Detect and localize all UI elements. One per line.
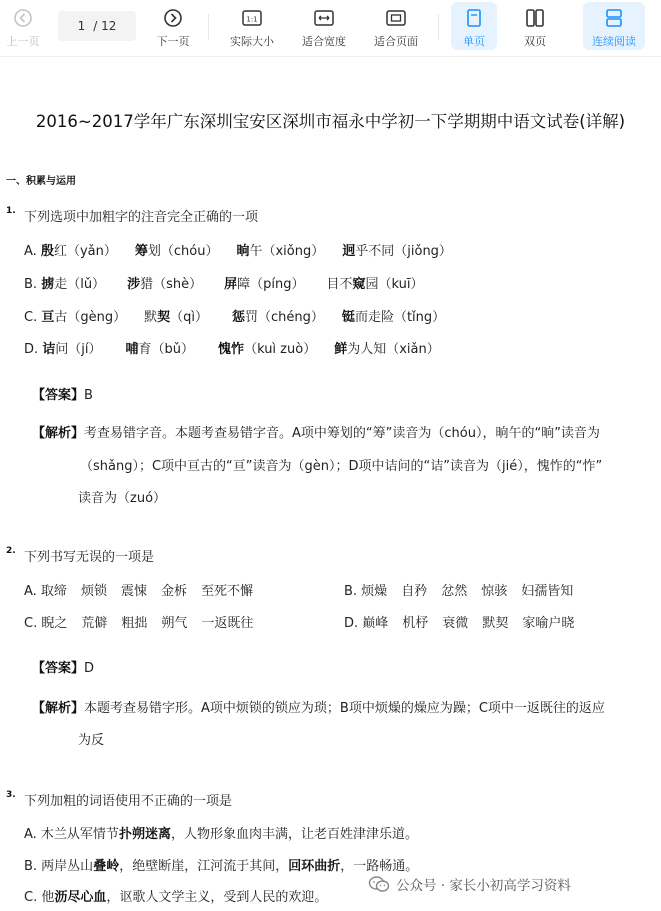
option-c <box>24 886 327 905</box>
option-text: 家喻户晓 <box>522 616 575 631</box>
analysis-text: 为反 <box>78 733 105 748</box>
bold-phrase: 扑朔迷离 <box>118 827 171 842</box>
option-text: 至死不懈 <box>200 584 253 599</box>
question-stem: 下列加粗的词语使用不正确的一项是 <box>24 794 233 809</box>
actual-size-button[interactable] <box>219 2 285 50</box>
option-text: 古（gèng） <box>54 310 127 325</box>
watermark-text: 公众号 · 家长小初高学习资料 <box>396 878 571 894</box>
option-text: 默契 <box>482 616 509 631</box>
analysis-tag: 【解析】 <box>32 701 85 716</box>
option-a <box>24 580 253 599</box>
option-text: 机杼 <box>402 616 429 631</box>
option-text: 震悚 <box>120 584 147 599</box>
question-stem: 下列书写无误的一项是 <box>24 550 155 565</box>
answer-value: B <box>84 388 93 403</box>
option-text: 妇孺皆知 <box>521 584 574 599</box>
option-text: C. 睨之 <box>24 616 68 631</box>
option-text: 朔气 <box>161 616 188 631</box>
svg-text:1:1: 1:1 <box>246 15 258 24</box>
option-text: 罚（chéng） <box>245 310 324 325</box>
option-text: A. 取缔 <box>24 584 67 599</box>
actual-size-icon <box>241 6 263 30</box>
option-text: 为人知（xiǎn） <box>347 342 440 357</box>
question-number: 2. <box>6 546 16 556</box>
option-text: 划（chóu） <box>147 244 219 259</box>
bold-phrase: 回环曲折 <box>288 859 341 874</box>
option-text: 红（yǎn） <box>53 244 117 259</box>
analysis-line <box>32 422 600 441</box>
option-text: ，讴歌人文学主义，受到人民的欢迎。 <box>106 890 328 905</box>
option-text: C. 他 <box>24 890 55 905</box>
option-a <box>24 240 452 259</box>
option-text: 障（píng） <box>237 277 305 292</box>
option-text: ，一路畅通。 <box>340 859 419 874</box>
analysis-tag: 【解析】 <box>32 426 85 441</box>
option-text: 自矜 <box>401 584 428 599</box>
option-text: 园（kuī） <box>365 277 424 292</box>
option-text: 默 <box>144 310 158 325</box>
continuous-reading-label: 连续阅读 <box>592 35 636 48</box>
option-text: 粗拙 <box>121 616 148 631</box>
document-title: 2016~2017学年广东深圳宝安区深圳市福永中学初一下学期期中语文试卷(详解) <box>35 112 626 131</box>
chevron-left-circle-icon <box>13 6 33 30</box>
page-current[interactable]: 1 <box>77 19 86 33</box>
double-page-button[interactable] <box>502 2 568 50</box>
option-c <box>24 306 445 325</box>
option-text: D. 巅峰 <box>344 616 389 631</box>
bold-char: 亘 <box>41 310 55 325</box>
option-text: 金柝 <box>160 584 187 599</box>
option-text: （kuì zuò） <box>244 342 317 357</box>
answer-tag: 【答案】 <box>32 388 85 403</box>
watermark <box>368 874 571 894</box>
bold-char: 契 <box>157 310 171 325</box>
fit-page-label: 适合页面 <box>374 35 418 48</box>
option-text: 惊骇 <box>481 584 508 599</box>
option-text: ，人物形象血肉丰满，让老百姓津津乐道。 <box>170 827 418 842</box>
option-b <box>344 580 573 599</box>
bold-char: 哺 <box>125 342 139 357</box>
option-label: D. <box>24 342 43 357</box>
wechat-icon <box>368 875 390 893</box>
actual-size-label: 实际大小 <box>230 35 274 48</box>
question-number: 3. <box>6 790 16 800</box>
prev-page-button[interactable] <box>0 2 56 50</box>
option-text: 烦锁 <box>80 584 107 599</box>
bold-phrase: 沥尽心血 <box>54 890 107 905</box>
bold-char: 筹 <box>134 244 148 259</box>
double-page-icon <box>524 6 546 30</box>
fit-width-button[interactable] <box>291 2 357 50</box>
bold-char: 窥 <box>352 277 366 292</box>
option-d <box>344 612 574 631</box>
analysis-text: 本题考查易错字形。A项中烦锁的锁应为琐；B项中烦燥的燥应为躁；C项中一返既往的返应 <box>84 701 605 716</box>
option-label: A. <box>24 244 41 259</box>
option-text: 问（jí） <box>55 342 102 357</box>
viewer-toolbar <box>0 0 661 57</box>
single-page-label: 单页 <box>463 35 485 48</box>
answer-tag: 【答案】 <box>32 661 85 676</box>
double-page-label: 双页 <box>524 35 546 48</box>
next-page-label: 下一页 <box>156 35 190 48</box>
option-text: 一返既往 <box>201 616 254 631</box>
option-text: A. 木兰从军情节 <box>24 827 119 842</box>
fit-width-icon <box>313 6 335 30</box>
analysis-text: 读音为（zuó） <box>78 491 167 506</box>
bold-char: 愧怍 <box>218 342 245 357</box>
option-text: B. 烦燥 <box>344 584 388 599</box>
bold-char: 迥 <box>342 244 356 259</box>
option-text: （qì） <box>170 310 209 325</box>
bold-char: 晌 <box>236 244 250 259</box>
analysis-text: 考查易错字音。本题考查易错字音。A项中筹划的“筹”读音为（chóu），晌午的“晌”读音为 <box>84 426 600 441</box>
analysis-text: （shǎng）；C项中亘古的“亘”读音为（gèn）；D项中诘问的“诘”读音为（jié），愧怍的“怍” <box>80 459 603 474</box>
option-text: 走（lǔ） <box>54 277 106 292</box>
single-page-icon <box>465 6 483 30</box>
option-label: C. <box>24 310 42 325</box>
option-text: 猎（shè） <box>140 277 203 292</box>
option-text: 午（xiǒng） <box>249 244 325 259</box>
option-a <box>24 823 418 842</box>
option-b <box>24 273 423 292</box>
option-text: B. 两岸丛山 <box>24 859 94 874</box>
answer-value: D <box>84 661 95 676</box>
question-stem: 下列选项中加粗字的注音完全正确的一项 <box>24 210 259 225</box>
continuous-reading-button[interactable] <box>583 2 645 50</box>
bold-char: 掳 <box>41 277 55 292</box>
page-number-box[interactable] <box>58 11 136 41</box>
bold-char: 涉 <box>127 277 141 292</box>
option-b <box>24 855 418 874</box>
bold-phrase: 叠岭 <box>93 859 120 874</box>
fit-page-button[interactable] <box>363 2 429 50</box>
option-d <box>24 338 440 357</box>
option-text: 育（bǔ） <box>138 342 195 357</box>
chevron-right-circle-icon <box>163 6 183 30</box>
single-page-button[interactable] <box>451 2 497 50</box>
analysis-line <box>32 697 605 716</box>
option-text: 忿然 <box>441 584 468 599</box>
bold-char: 诘 <box>42 342 56 357</box>
next-page-button[interactable] <box>140 2 206 50</box>
page-total: / 12 <box>93 19 117 33</box>
option-text: 乎不同（jiǒng） <box>355 244 452 259</box>
fit-width-label: 适合宽度 <box>302 35 346 48</box>
option-text: 衰微 <box>442 616 469 631</box>
bold-char: 殷 <box>40 244 54 259</box>
option-text: ，绝壁断崖，江河流于其间， <box>119 859 289 874</box>
option-text: 目不 <box>326 277 353 292</box>
toolbar-divider <box>438 14 439 40</box>
section-heading: 一、积累与运用 <box>6 176 76 187</box>
fit-page-icon <box>385 6 407 30</box>
bold-char: 惩 <box>232 310 246 325</box>
option-text: 荒僻 <box>81 616 108 631</box>
bold-char: 铤 <box>341 310 355 325</box>
continuous-reading-icon <box>604 6 624 30</box>
answer-line <box>32 657 94 676</box>
toolbar-divider <box>208 14 209 40</box>
bold-char: 屏 <box>224 277 238 292</box>
option-text: 而走险（tǐng） <box>354 310 446 325</box>
option-c <box>24 612 253 631</box>
prev-page-label: 上一页 <box>6 35 40 48</box>
question-number: 1. <box>6 206 16 216</box>
answer-line <box>32 384 93 403</box>
bold-char: 鲜 <box>334 342 348 357</box>
option-label: B. <box>24 277 42 292</box>
